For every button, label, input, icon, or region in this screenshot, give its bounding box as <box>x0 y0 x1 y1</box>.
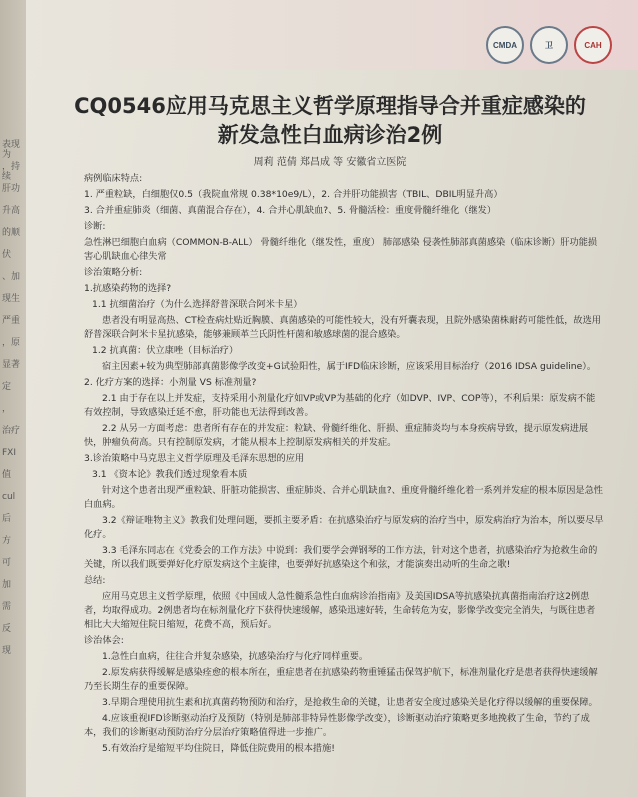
authors-line: 周莉 范倩 郑昌成 等 安徽省立医院 <box>253 157 407 168</box>
paragraph: 3.2《辩证唯物主义》教我们处理问题，要抓主要矛盾：在抗感染治疗与原发病的治疗当中，原发病治疗为治本，所以要尽早化疗。 <box>84 515 604 540</box>
paragraph: 应用马克思主义哲学原理，依照《中国成人急性髓系急性白血病诊治指南》及美国IDSA等抗感染抗真菌指南治疗这2例患者，均取得成功。2例患者均在标剂量化疗下获得快速缓解，感染迅速好转，生命转危为安，影像学改变完全消失，与既往患者相比大大缩短住院日缩短，花费不高，预后好。 <box>84 591 596 630</box>
margin-fragment: 方 <box>2 536 12 546</box>
section-heading: 诊治体会: <box>84 635 124 646</box>
margin-fragment: 表现为 <box>2 140 21 160</box>
paragraph: 针对这个患者出现严重粒缺、肝脏功能损害、重症肺炎、合并心肌缺血?、重度骨髓纤维化着一系列并发症的根本原因是急性白血病。 <box>84 485 603 510</box>
subheading: 1.2 抗真菌：伏立康唑（目标治疗） <box>92 345 239 356</box>
margin-fragment: ，持续 <box>2 162 21 182</box>
margin-fragment: 伏 <box>2 250 12 260</box>
margin-fragment: 升高 <box>2 206 21 216</box>
margin-fragment: 需 <box>2 602 12 612</box>
margin-fragment: 定 <box>2 382 12 392</box>
paragraph: 2.2 从另一方面考虑：患者所有存在的并发症：粒缺、骨髓纤维化、肝损、重症肺炎均与本身疾病导致，提示原发病进展快，肿瘤负荷高。只有控制原发病，才能从根本上控制原发病相关的并发症。 <box>84 423 589 448</box>
list-item: 2.原发病获得缓解是感染痊愈的根本所在，重症患者在抗感染药物重锤猛击保驾护航下，标准剂量化疗是患者获得快速缓解乃至长期生存的重要保障。 <box>84 667 598 692</box>
margin-fragment: 值 <box>2 470 12 480</box>
association-seal-icon: 卫 <box>530 26 568 64</box>
margin-fragment: 后 <box>2 514 12 524</box>
adjacent-page-strip <box>0 0 26 797</box>
margin-fragment: cul <box>2 492 16 502</box>
margin-fragment: 现 <box>2 646 12 656</box>
feature-line: 1. 严重粒缺，白细胞仅0.5（我院血常规 0.38*10e9/L），2. 合并肝功能损害（TBIL、DBIL明显升高） <box>84 189 503 200</box>
margin-fragment: 的顺 <box>2 228 21 238</box>
section-heading: 诊断: <box>84 221 106 232</box>
header-logos <box>486 26 612 64</box>
list-item: 5.有效治疗是缩短平均住院日，降低住院费用的根本措施! <box>102 743 335 754</box>
list-item: 3.早期合理使用抗生素和抗真菌药物预防和治疗，是抢救生命的关键，让患者安全度过感染关是化疗得以缓解的重要保障。 <box>102 697 598 708</box>
margin-fragment: ，原 <box>2 338 21 348</box>
cah-logo-icon: CAH <box>574 26 612 64</box>
paragraph: 3.3 毛泽东同志在《党委会的工作方法》中说到：我们要学会弹钢琴的工作方法，针对这个患者，抗感染治疗为抢救生命的关键，所以我们既要弹好化疗原发病这个主旋律，也要弹好抗感染这个和弦，才能演奏出动听的生命之歌! <box>84 545 598 570</box>
section-heading: 诊治策略分析: <box>84 267 143 278</box>
margin-fragment: 反 <box>2 624 12 634</box>
section-heading: 病例临床特点: <box>84 173 143 184</box>
feature-line: 3. 合并重症肺炎（细菌、真菌混合存在），4. 合并心肌缺血?、5. 骨髓活检：重度骨髓纤维化（继发） <box>84 205 497 216</box>
margin-fragment: 加 <box>2 580 12 590</box>
list-item: 1.急性白血病，往往合并复杂感染，抗感染治疗与化疗同样重要。 <box>102 651 369 662</box>
paragraph: 宿主因素+较为典型肺部真菌影像学改变+G试验阳性，属于IFD临床诊断，应该采用目标治疗（2016 IDSA guideline）。 <box>102 361 597 372</box>
subheading: 2. 化疗方案的选择：小剂量 VS 标准剂量? <box>84 377 257 388</box>
cmda-logo-icon: CMDA <box>486 26 524 64</box>
margin-fragment: 现生 <box>2 294 21 304</box>
subheading: 3.诊治策略中马克思主义哲学原理及毛泽东思想的应用 <box>84 453 305 464</box>
margin-fragment: 严重 <box>2 316 21 326</box>
margin-fragment: 、加 <box>2 272 21 282</box>
paragraph: 2.1 由于存在以上并发症，支持采用小剂量化疗如VP或VP为基础的化疗（如DVP、IVP、COP等），不利后果：原发病不能有效控制，导致感染迁延不愈，肝功能也无法得到改善。 <box>84 393 596 418</box>
subheading: 3.1 《资本论》教我们透过现象看本质 <box>92 469 248 480</box>
article-title: CQ0546应用马克思主义哲学原理指导合并重症感染的新发急性白血病诊治2例 <box>74 94 586 147</box>
margin-fragment: 可 <box>2 558 12 568</box>
subheading: 1.1 抗细菌治疗（为什么选择舒普深联合阿米卡星） <box>92 299 303 310</box>
article-body <box>84 172 604 758</box>
margin-fragment: FXI <box>2 448 16 458</box>
margin-fragment: ， <box>2 404 12 414</box>
list-item: 4.应该重视IFD诊断驱动治疗及预防（特别是肺部非特异性影像学改变），诊断驱动治疗策略更多地挽救了生命，节约了成本，我们的诊断驱动预防治疗分层治疗策略值得进一步推广。 <box>84 713 590 738</box>
margin-fragment: 显著 <box>2 360 21 370</box>
paragraph: 患者没有明显高热、CT检查病灶贴近胸膜、真菌感染的可能性较大，没有歼囊表现，且院外感染菌株耐药可能性低，故选用舒普深联合阿米卡星抗感染，能够兼顾革兰氏阴性杆菌和敏感球菌的混合感染。 <box>84 315 601 340</box>
section-heading: 总结: <box>84 575 106 586</box>
margin-fragment: 治疗 <box>2 426 21 436</box>
subheading: 1.抗感染药物的选择? <box>84 283 172 294</box>
margin-fragment: 肝功 <box>2 184 21 194</box>
diagnosis-text: 急性淋巴细胞白血病（COMMON-B-ALL） 骨髓纤维化（继发性，重度） 肺部感染 侵袭性肺部真菌感染（临床诊断）肝功能损害心肌缺血心律失常 <box>84 237 598 262</box>
